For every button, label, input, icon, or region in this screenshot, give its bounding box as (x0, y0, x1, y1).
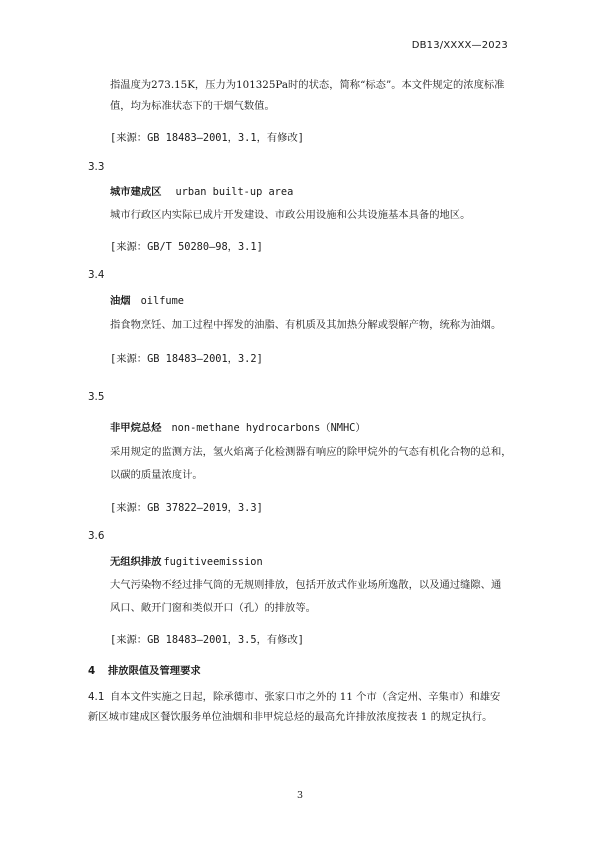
term-cn: 城市建成区 (110, 186, 162, 198)
term-title (110, 292, 184, 307)
clause-line-1 (88, 688, 500, 703)
term-en: urban built-up area (175, 186, 294, 198)
section-heading (88, 662, 201, 677)
term-title (110, 553, 263, 568)
section-title: 排放限值及管理要求 (108, 665, 201, 677)
term-source: [来源：GB/T 50280—98，3.1] (110, 241, 263, 253)
term-number: 3.3 (88, 161, 105, 173)
clause-line-2: 新区城市建成区餐饮服务单位油烟和非甲烷总烃的最高允许排放浓度按表 1 的规定执行。 (88, 711, 493, 723)
term-number: 3.4 (88, 269, 105, 281)
term-en: fugitiveemission (163, 556, 263, 568)
term-source: [来源：GB 18483—2001，3.5，有修改] (110, 634, 304, 646)
term-cn: 非甲烷总烃 (110, 422, 162, 434)
term-definition-line-1: 采用规定的监测方法，氢火焰离子化检测器有响应的除甲烷外的气态有机化合物的总和， (110, 446, 512, 458)
term-source: [来源：GB 18483—2001，3.2] (110, 353, 263, 365)
term-definition: 城市行政区内实际已成片开发建设、市政公用设施和公共设施基本具备的地区。 (110, 209, 471, 221)
section-number: 4 (88, 665, 96, 677)
intro-line-2: 值，均为标准状态下的干烟气数值。 (110, 100, 275, 112)
term-definition: 指食物烹饪、加工过程中挥发的油脂、有机质及其加热分解或裂解产物，统称为油烟。 (110, 319, 502, 331)
term-number: 3.6 (88, 530, 105, 542)
term-definition-line-1: 大气污染物不经过排气筒的无规则排放，包括开放式作业场所逸散，以及通过缝隙、通 (110, 579, 502, 591)
term-definition-line-2: 风口、敞开门窗和类似开口（孔）的排放等。 (110, 602, 316, 614)
term-cn: 无组织排放 (110, 556, 162, 568)
term-en: oilfume (140, 295, 184, 307)
term-en: non-methane hydrocarbons（NMHC） (171, 422, 366, 434)
term-source: [来源：GB 37822—2019，3.3] (110, 502, 263, 514)
intro-source: [来源：GB 18483—2001，3.1，有修改] (110, 132, 304, 144)
intro-line-1: 指温度为273.15K，压力为101325Pa时的状态，简称“标态”。本文件规定的浓度标准 (110, 79, 505, 91)
standard-number: DB13/XXXX—2023 (411, 40, 508, 51)
clause-number: 4.1 (88, 691, 105, 703)
term-cn: 油烟 (110, 295, 131, 307)
term-title (110, 183, 293, 198)
clause-text: 自本文件实施之日起，除承德市、张家口市之外的 11 个市（含定州、辛集市）和雄安 (110, 691, 501, 703)
term-title (110, 419, 366, 434)
page-number: 3 (296, 790, 304, 801)
term-definition-line-2: 以碳的质量浓度计。 (110, 469, 203, 481)
term-number: 3.5 (88, 391, 105, 403)
